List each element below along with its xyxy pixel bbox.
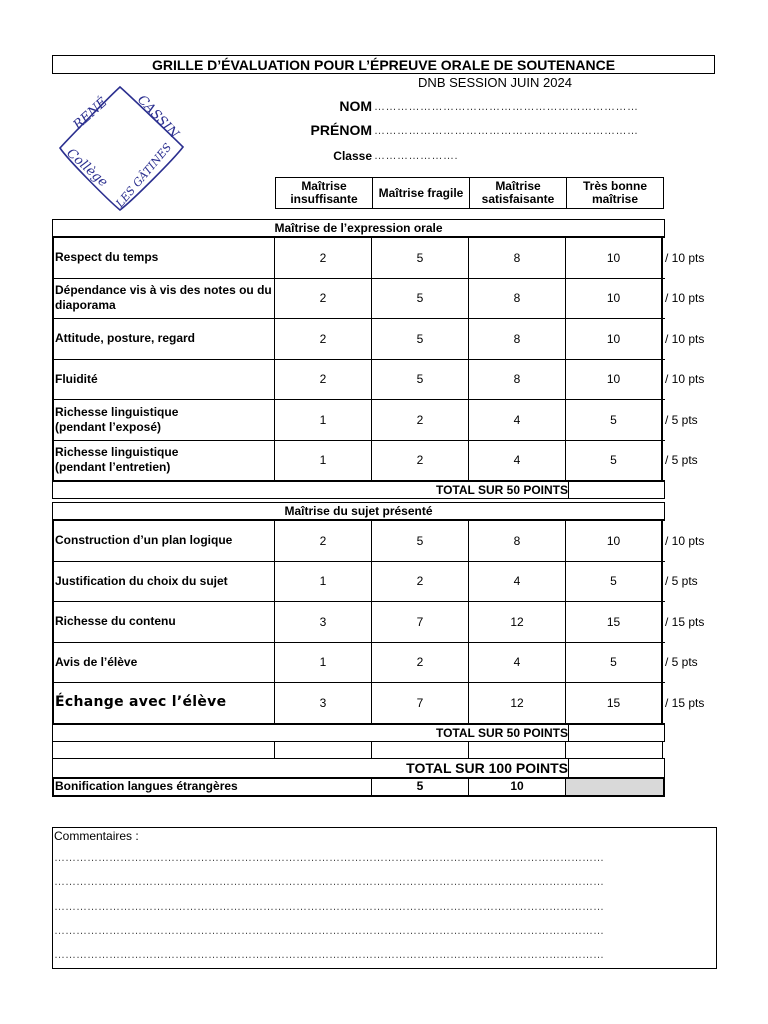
max-points: / 10 pts bbox=[665, 250, 705, 265]
level-headers bbox=[275, 177, 664, 209]
score-cell[interactable]: 12 bbox=[469, 602, 566, 642]
page-title: GRILLE D’ÉVALUATION POUR L’ÉPREUVE ORALE DE SOUTENANCE bbox=[52, 55, 715, 74]
criterion-row bbox=[52, 400, 698, 441]
score-cell[interactable]: 8 bbox=[469, 521, 566, 561]
logo-text-bottom-right: LES GÂTINES bbox=[113, 140, 175, 210]
score-cell[interactable]: 3 bbox=[275, 602, 372, 642]
criterion-label: Respect du temps bbox=[52, 238, 275, 278]
empty-cell[interactable] bbox=[52, 742, 275, 758]
score-cell[interactable]: 12 bbox=[469, 683, 566, 723]
score-cell[interactable]: 15 bbox=[566, 683, 663, 723]
empty-cell[interactable] bbox=[469, 742, 566, 758]
nom-label: NOM bbox=[339, 98, 372, 114]
max-points: / 10 pts bbox=[665, 533, 705, 548]
score-cell[interactable]: 2 bbox=[275, 238, 372, 278]
max-points: / 15 pts bbox=[665, 695, 705, 710]
total-input[interactable] bbox=[568, 759, 665, 777]
score-cell[interactable]: 2 bbox=[275, 279, 372, 319]
score-cell[interactable]: 5 bbox=[566, 562, 663, 602]
school-logo bbox=[58, 82, 188, 212]
score-cell[interactable]: 2 bbox=[275, 319, 372, 359]
comment-line: …………………………………………………………………………………………………………………………………… bbox=[54, 925, 604, 937]
score-cell[interactable]: 4 bbox=[469, 562, 566, 602]
max-points: / 10 pts bbox=[665, 372, 705, 387]
level-header: Maîtrise insuffisante bbox=[276, 178, 373, 209]
criterion-label: Construction d’un plan logique bbox=[52, 521, 275, 561]
comments-box[interactable] bbox=[52, 827, 717, 969]
session-label: DNB SESSION JUIN 2024 bbox=[418, 75, 572, 90]
score-cell[interactable]: 5 bbox=[372, 319, 469, 359]
score-cell[interactable]: 4 bbox=[469, 400, 566, 440]
score-cell[interactable]: 5 bbox=[372, 279, 469, 319]
score-cell[interactable]: 5 bbox=[566, 441, 663, 481]
section-sujet-presente bbox=[52, 502, 705, 797]
total-input[interactable] bbox=[568, 482, 665, 498]
criterion-row bbox=[52, 602, 705, 643]
total-input[interactable] bbox=[568, 725, 665, 741]
score-cell[interactable]: 10 bbox=[566, 319, 663, 359]
bonus-total-cell bbox=[566, 779, 665, 795]
comment-line: …………………………………………………………………………………………………………………………………… bbox=[54, 876, 604, 888]
score-cell[interactable]: 1 bbox=[275, 643, 372, 683]
total-label: TOTAL SUR 50 POINTS bbox=[52, 482, 568, 498]
bonus-value[interactable]: 5 bbox=[372, 779, 469, 795]
score-cell[interactable]: 2 bbox=[372, 441, 469, 481]
score-cell[interactable]: 2 bbox=[275, 521, 372, 561]
criterion-label: Avis de l’élève bbox=[52, 643, 275, 683]
criterion-row bbox=[52, 441, 698, 483]
max-points: / 5 pts bbox=[665, 574, 698, 589]
score-cell[interactable]: 8 bbox=[469, 360, 566, 400]
classe-field[interactable]: …………………. bbox=[374, 150, 459, 162]
score-cell[interactable]: 7 bbox=[372, 683, 469, 723]
level-header: Maîtrise fragile bbox=[373, 178, 470, 209]
score-cell[interactable]: 2 bbox=[372, 400, 469, 440]
section-title: Maîtrise du sujet présenté bbox=[52, 502, 665, 521]
bonus-label: Bonification langues étrangères bbox=[52, 779, 372, 795]
score-cell[interactable]: 1 bbox=[275, 400, 372, 440]
score-cell[interactable]: 5 bbox=[566, 643, 663, 683]
criterion-label: Richesse du contenu bbox=[52, 602, 275, 642]
max-points: / 10 pts bbox=[665, 331, 705, 346]
bonus-value[interactable]: 10 bbox=[469, 779, 566, 795]
comment-line: …………………………………………………………………………………………………………………………………… bbox=[54, 949, 604, 961]
score-cell[interactable]: 2 bbox=[372, 562, 469, 602]
criterion-label: Richesse linguistique (pendant l’exposé) bbox=[52, 400, 275, 440]
score-cell[interactable]: 5 bbox=[372, 521, 469, 561]
score-cell[interactable]: 2 bbox=[275, 360, 372, 400]
score-cell[interactable]: 10 bbox=[566, 360, 663, 400]
total-row bbox=[52, 759, 665, 778]
criterion-row bbox=[52, 238, 705, 279]
criterion-row bbox=[52, 521, 705, 562]
max-points: / 15 pts bbox=[665, 614, 705, 629]
max-points: / 5 pts bbox=[665, 412, 698, 427]
criterion-label: Justification du choix du sujet bbox=[52, 562, 275, 602]
logo-text-top-left: RENÉ bbox=[70, 94, 111, 133]
empty-cell[interactable] bbox=[566, 742, 663, 758]
score-cell[interactable]: 5 bbox=[566, 400, 663, 440]
nom-field[interactable]: …………………………………………………………… bbox=[374, 101, 639, 113]
prenom-field[interactable]: …………………………………………………………… bbox=[374, 125, 639, 137]
score-cell[interactable]: 8 bbox=[469, 279, 566, 319]
score-cell[interactable]: 4 bbox=[469, 441, 566, 481]
score-cell[interactable]: 10 bbox=[566, 521, 663, 561]
criterion-row bbox=[52, 319, 705, 360]
score-cell[interactable]: 3 bbox=[275, 683, 372, 723]
criterion-row bbox=[52, 360, 705, 401]
score-cell[interactable]: 5 bbox=[372, 238, 469, 278]
score-cell[interactable]: 8 bbox=[469, 319, 566, 359]
bonus-row bbox=[52, 778, 665, 797]
max-points: / 10 pts bbox=[665, 291, 705, 306]
criterion-label: Dépendance vis à vis des notes ou du diaporama bbox=[52, 279, 275, 319]
score-cell[interactable]: 15 bbox=[566, 602, 663, 642]
criterion-row bbox=[52, 562, 698, 603]
level-header: Très bonne maîtrise bbox=[567, 178, 664, 209]
empty-cell[interactable] bbox=[275, 742, 372, 758]
section-title: Maîtrise de l’expression orale bbox=[52, 219, 665, 238]
score-cell[interactable]: 1 bbox=[275, 441, 372, 481]
score-cell[interactable]: 10 bbox=[566, 238, 663, 278]
empty-row bbox=[52, 742, 665, 759]
criterion-row bbox=[52, 683, 705, 725]
criterion-row bbox=[52, 643, 698, 684]
level-header: Maîtrise satisfaisante bbox=[470, 178, 567, 209]
total-row bbox=[52, 725, 665, 742]
max-points: / 5 pts bbox=[665, 655, 698, 670]
logo-text-bottom-left: Collège bbox=[63, 145, 111, 191]
empty-cell[interactable] bbox=[372, 742, 469, 758]
score-cell[interactable]: 8 bbox=[469, 238, 566, 278]
score-cell[interactable]: 7 bbox=[372, 602, 469, 642]
total-label: TOTAL SUR 100 POINTS bbox=[52, 759, 568, 777]
criterion-label: Richesse linguistique (pendant l’entretien) bbox=[52, 441, 275, 481]
logo-text-top-right: CASSIN bbox=[134, 92, 182, 142]
score-cell[interactable]: 2 bbox=[372, 643, 469, 683]
score-cell[interactable]: 1 bbox=[275, 562, 372, 602]
score-cell[interactable]: 10 bbox=[566, 279, 663, 319]
max-points: / 5 pts bbox=[665, 453, 698, 468]
classe-label: Classe bbox=[333, 149, 372, 163]
criterion-row bbox=[52, 279, 705, 320]
total-label: TOTAL SUR 50 POINTS bbox=[52, 725, 568, 741]
total-row bbox=[52, 482, 665, 499]
prenom-label: PRÉNOM bbox=[310, 122, 372, 138]
comment-line: …………………………………………………………………………………………………………………………………… bbox=[54, 852, 604, 864]
score-cell[interactable]: 5 bbox=[372, 360, 469, 400]
score-cell[interactable]: 4 bbox=[469, 643, 566, 683]
criterion-label: Échange avec l’élève bbox=[52, 683, 275, 723]
criterion-label: Attitude, posture, regard bbox=[52, 319, 275, 359]
section-expression-orale bbox=[52, 219, 705, 499]
comment-line: …………………………………………………………………………………………………………………………………… bbox=[54, 901, 604, 913]
comments-label: Commentaires : bbox=[54, 829, 139, 843]
criterion-label: Fluidité bbox=[52, 360, 275, 400]
